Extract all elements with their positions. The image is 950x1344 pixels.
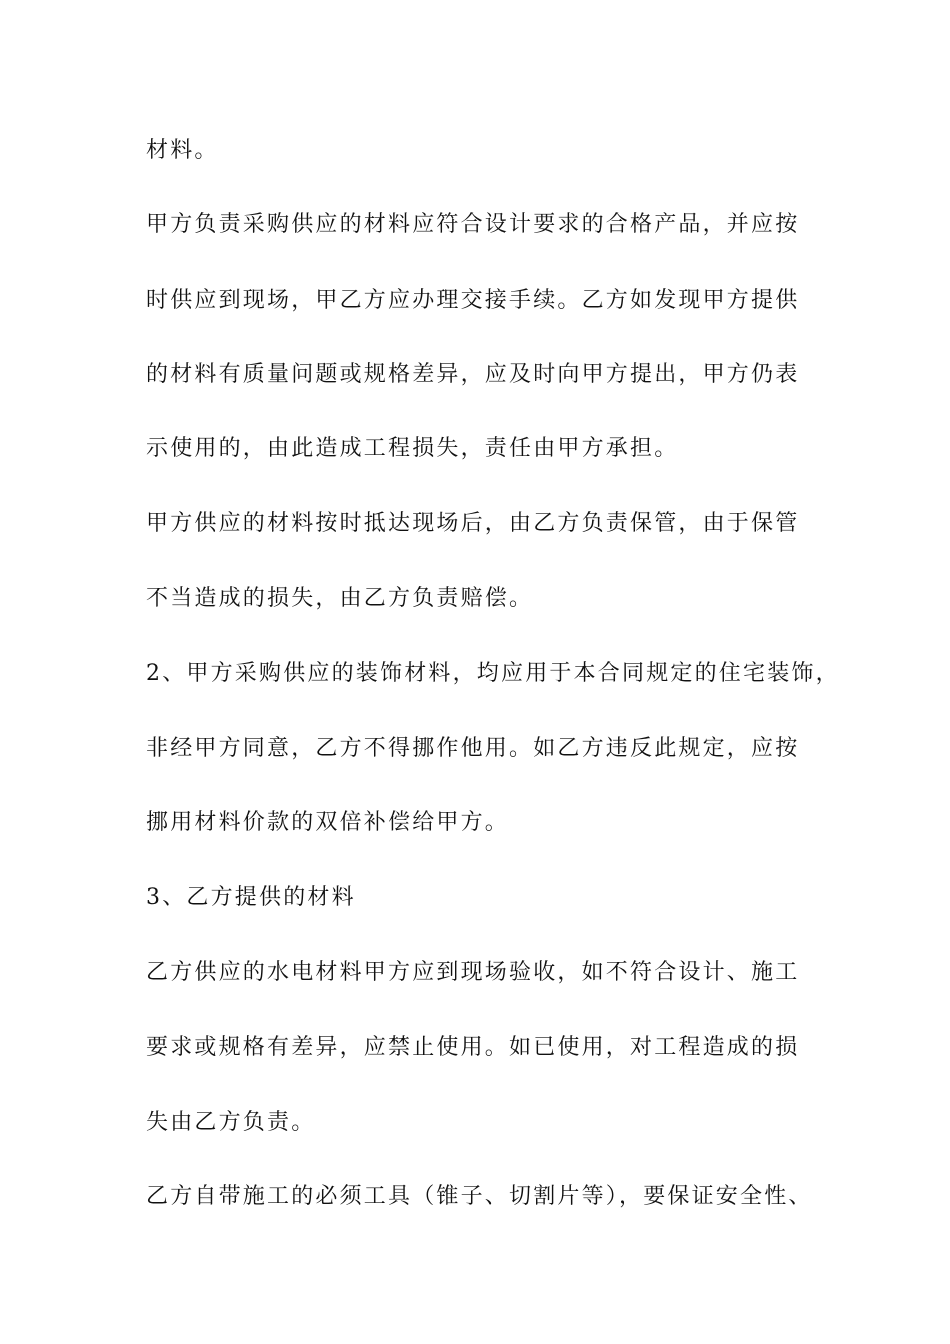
text-line: 2、甲方采购供应的装饰材料，均应用于本合同规定的住宅装饰， — [146, 661, 840, 686]
text-line: 乙方供应的水电材料甲方应到现场验收，如不符合设计、施工 — [146, 960, 800, 985]
text-line: 要求或规格有差异，应禁止使用。如已使用，对工程造成的损 — [146, 1035, 800, 1060]
text-line: 的材料有质量问题或规格差异，应及时向甲方提出，甲方仍表 — [146, 362, 800, 387]
text-line: 材料。 — [146, 138, 219, 163]
text-line: 失由乙方负责。 — [146, 1110, 316, 1135]
text-line: 乙方自带施工的必须工具（锥子、切割片等），要保证安全性、 — [146, 1184, 813, 1209]
text-line: 甲方负责采购供应的材料应符合设计要求的合格产品，并应按 — [146, 212, 800, 237]
text-line: 不当造成的损失，由乙方负责赔偿。 — [146, 586, 534, 611]
text-line: 时供应到现场，甲乙方应办理交接手续。乙方如发现甲方提供 — [146, 288, 800, 313]
text-line: 非经甲方同意，乙方不得挪作他用。如乙方违反此规定，应按 — [146, 736, 800, 761]
text-line: 挪用材料价款的双倍补偿给甲方。 — [146, 810, 510, 835]
text-line: 甲方供应的材料按时抵达现场后，由乙方负责保管，由于保管 — [146, 511, 800, 536]
text-line: 示使用的，由此造成工程损失，责任由甲方承担。 — [146, 436, 679, 461]
text-line: 3、乙方提供的材料 — [146, 885, 356, 910]
